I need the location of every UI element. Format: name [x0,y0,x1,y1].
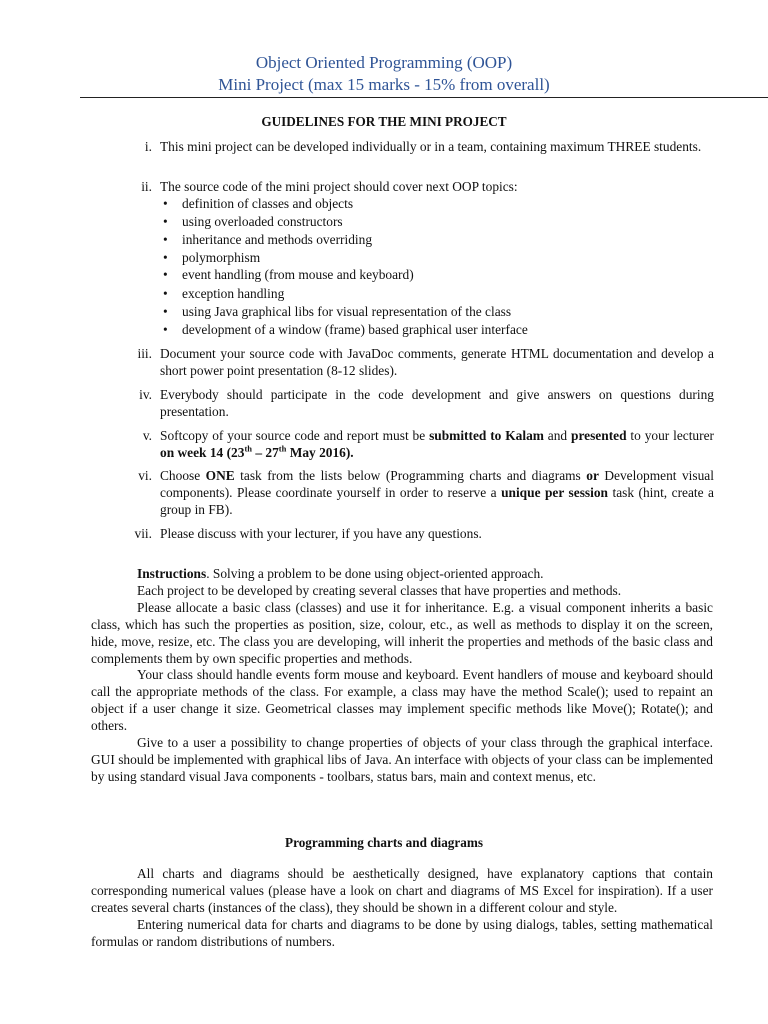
item-number: ii. [141,179,152,194]
item-number: v. [142,428,152,443]
guideline-item-v [142,427,714,461]
item-number: iii. [137,346,152,361]
item-text: This mini project can be developed individually or in a team, containing maximum THREE students. [160,139,702,154]
item-text: Please discuss with your lecturer, if you have any questions. [160,526,482,541]
item-text: Development visual components). Please coordinate yourself in order to reserve a [160,468,714,500]
topic-bullet: • using Java graphical libs for visual representation of the class [182,303,722,320]
charts-section [91,866,713,951]
guideline-item-vi [138,467,714,518]
item-text: The source code of the mini project should cover next OOP topics: [160,179,518,194]
item-text: to your lecturer [626,428,714,443]
instructions-label: Instructions [137,566,207,581]
emphasis-text: presented [571,428,627,443]
emphasis-text: – 27 [252,445,279,460]
item-number: i. [144,139,152,154]
guideline-item-iii [137,345,714,379]
item-text: Softcopy of your source code and report must be [160,428,430,443]
emphasis-text: unique per session [501,485,608,500]
instructions-paragraph: Each project to be developed by creating several classes that have properties and methods. [137,582,622,598]
item-text: Document your source code with JavaDoc comments, generate HTML documentation and develop a short power point presentation (8-12 slides). [160,346,714,378]
emphasis-text: May 2016). [286,445,354,460]
instructions-paragraph [91,566,713,583]
charts-paragraph: All charts and diagrams should be aesthetically designed, have explanatory captions that contain corresponding numerical values (please have a look on chart and diagrams of MS Excel for inspiration). If a user creates several charts (instances of the class), they should be shown in a different colour and style. [91,866,713,915]
guideline-item-iv [139,386,714,420]
superscript: th [244,443,252,454]
guidelines-heading: GUIDELINES FOR THE MINI PROJECT [261,114,507,129]
instructions-paragraph: Give to a user a possibility to change properties of objects of your class through the graphical interface. GUI should be implemented with graphical libs of Java. An interface with objects of your class can be implemented by using standard visual Java components - toolbars, status bars, main and context menus, etc. [91,735,713,784]
topic-bullet: • event handling (from mouse and keyboard) [182,266,722,283]
item-text: task (hint, create a group in FB). [160,485,714,517]
charts-heading: Programming charts and diagrams [285,835,483,850]
topic-bullet: • definition of classes and objects [182,195,722,212]
document-title: Object Oriented Programming (OOP) [255,53,513,72]
document-subtitle: Mini Project (max 15 marks - 15% from overall) [218,75,550,94]
item-number: vii. [134,526,152,541]
topic-bullet: • development of a window (frame) based graphical user interface [182,321,722,338]
item-text: Choose [160,468,206,483]
paragraph-text: . Solving a problem to be done using object-oriented approach. [206,566,544,581]
item-number: vi. [138,468,152,483]
item-text: Everybody should participate in the code development and give answers on questions during presentation. [160,387,714,419]
topic-bullet: • polymorphism [182,249,722,266]
title-divider [80,97,768,98]
instructions-paragraph: Please allocate a basic class (classes) and use it for inheritance. E.g. a visual component inherits a basic class, which has such the properties as position, size, colour, etc., as well as methods to display it on the screen, hide, move, resize, etc. The class you are developing, will inherit the properties and methods of the basic class and complements them by own specific properties and methods. [91,599,713,666]
topic-bullet: • exception handling [182,285,722,302]
instructions-paragraph: Your class should handle events form mouse and keyboard. Event handlers of mouse and keyboard should call the appropriate methods of the class. For example, a class may have the method Scale(); used to repaint an object if a user change it size. Geometrical classes may implement specific methods like Move(); Rotate(); and others. [91,667,713,734]
emphasis-text: or [586,468,599,483]
superscript: th [278,443,287,454]
topic-bullet: • inheritance and methods overriding [182,231,722,248]
emphasis-text: on week 14 (23 [160,445,245,460]
emphasis-text: submitted to Kalam [429,428,544,443]
guideline-item-ii [141,178,714,195]
item-number: iv. [139,387,152,402]
charts-paragraph: Entering numerical data for charts and diagrams to be done by using dialogs, tables, setting mathematical formulas or random distributions of numbers. [91,916,713,949]
item-text: task from the lists below (Programming charts and diagrams [234,468,587,483]
item-text: and [543,428,571,443]
guideline-item-vii [134,525,714,542]
instructions-section [91,566,713,786]
topic-bullet: • using overloaded constructors [182,213,722,230]
emphasis-text: ONE [205,468,235,483]
guideline-item-i [144,138,714,155]
